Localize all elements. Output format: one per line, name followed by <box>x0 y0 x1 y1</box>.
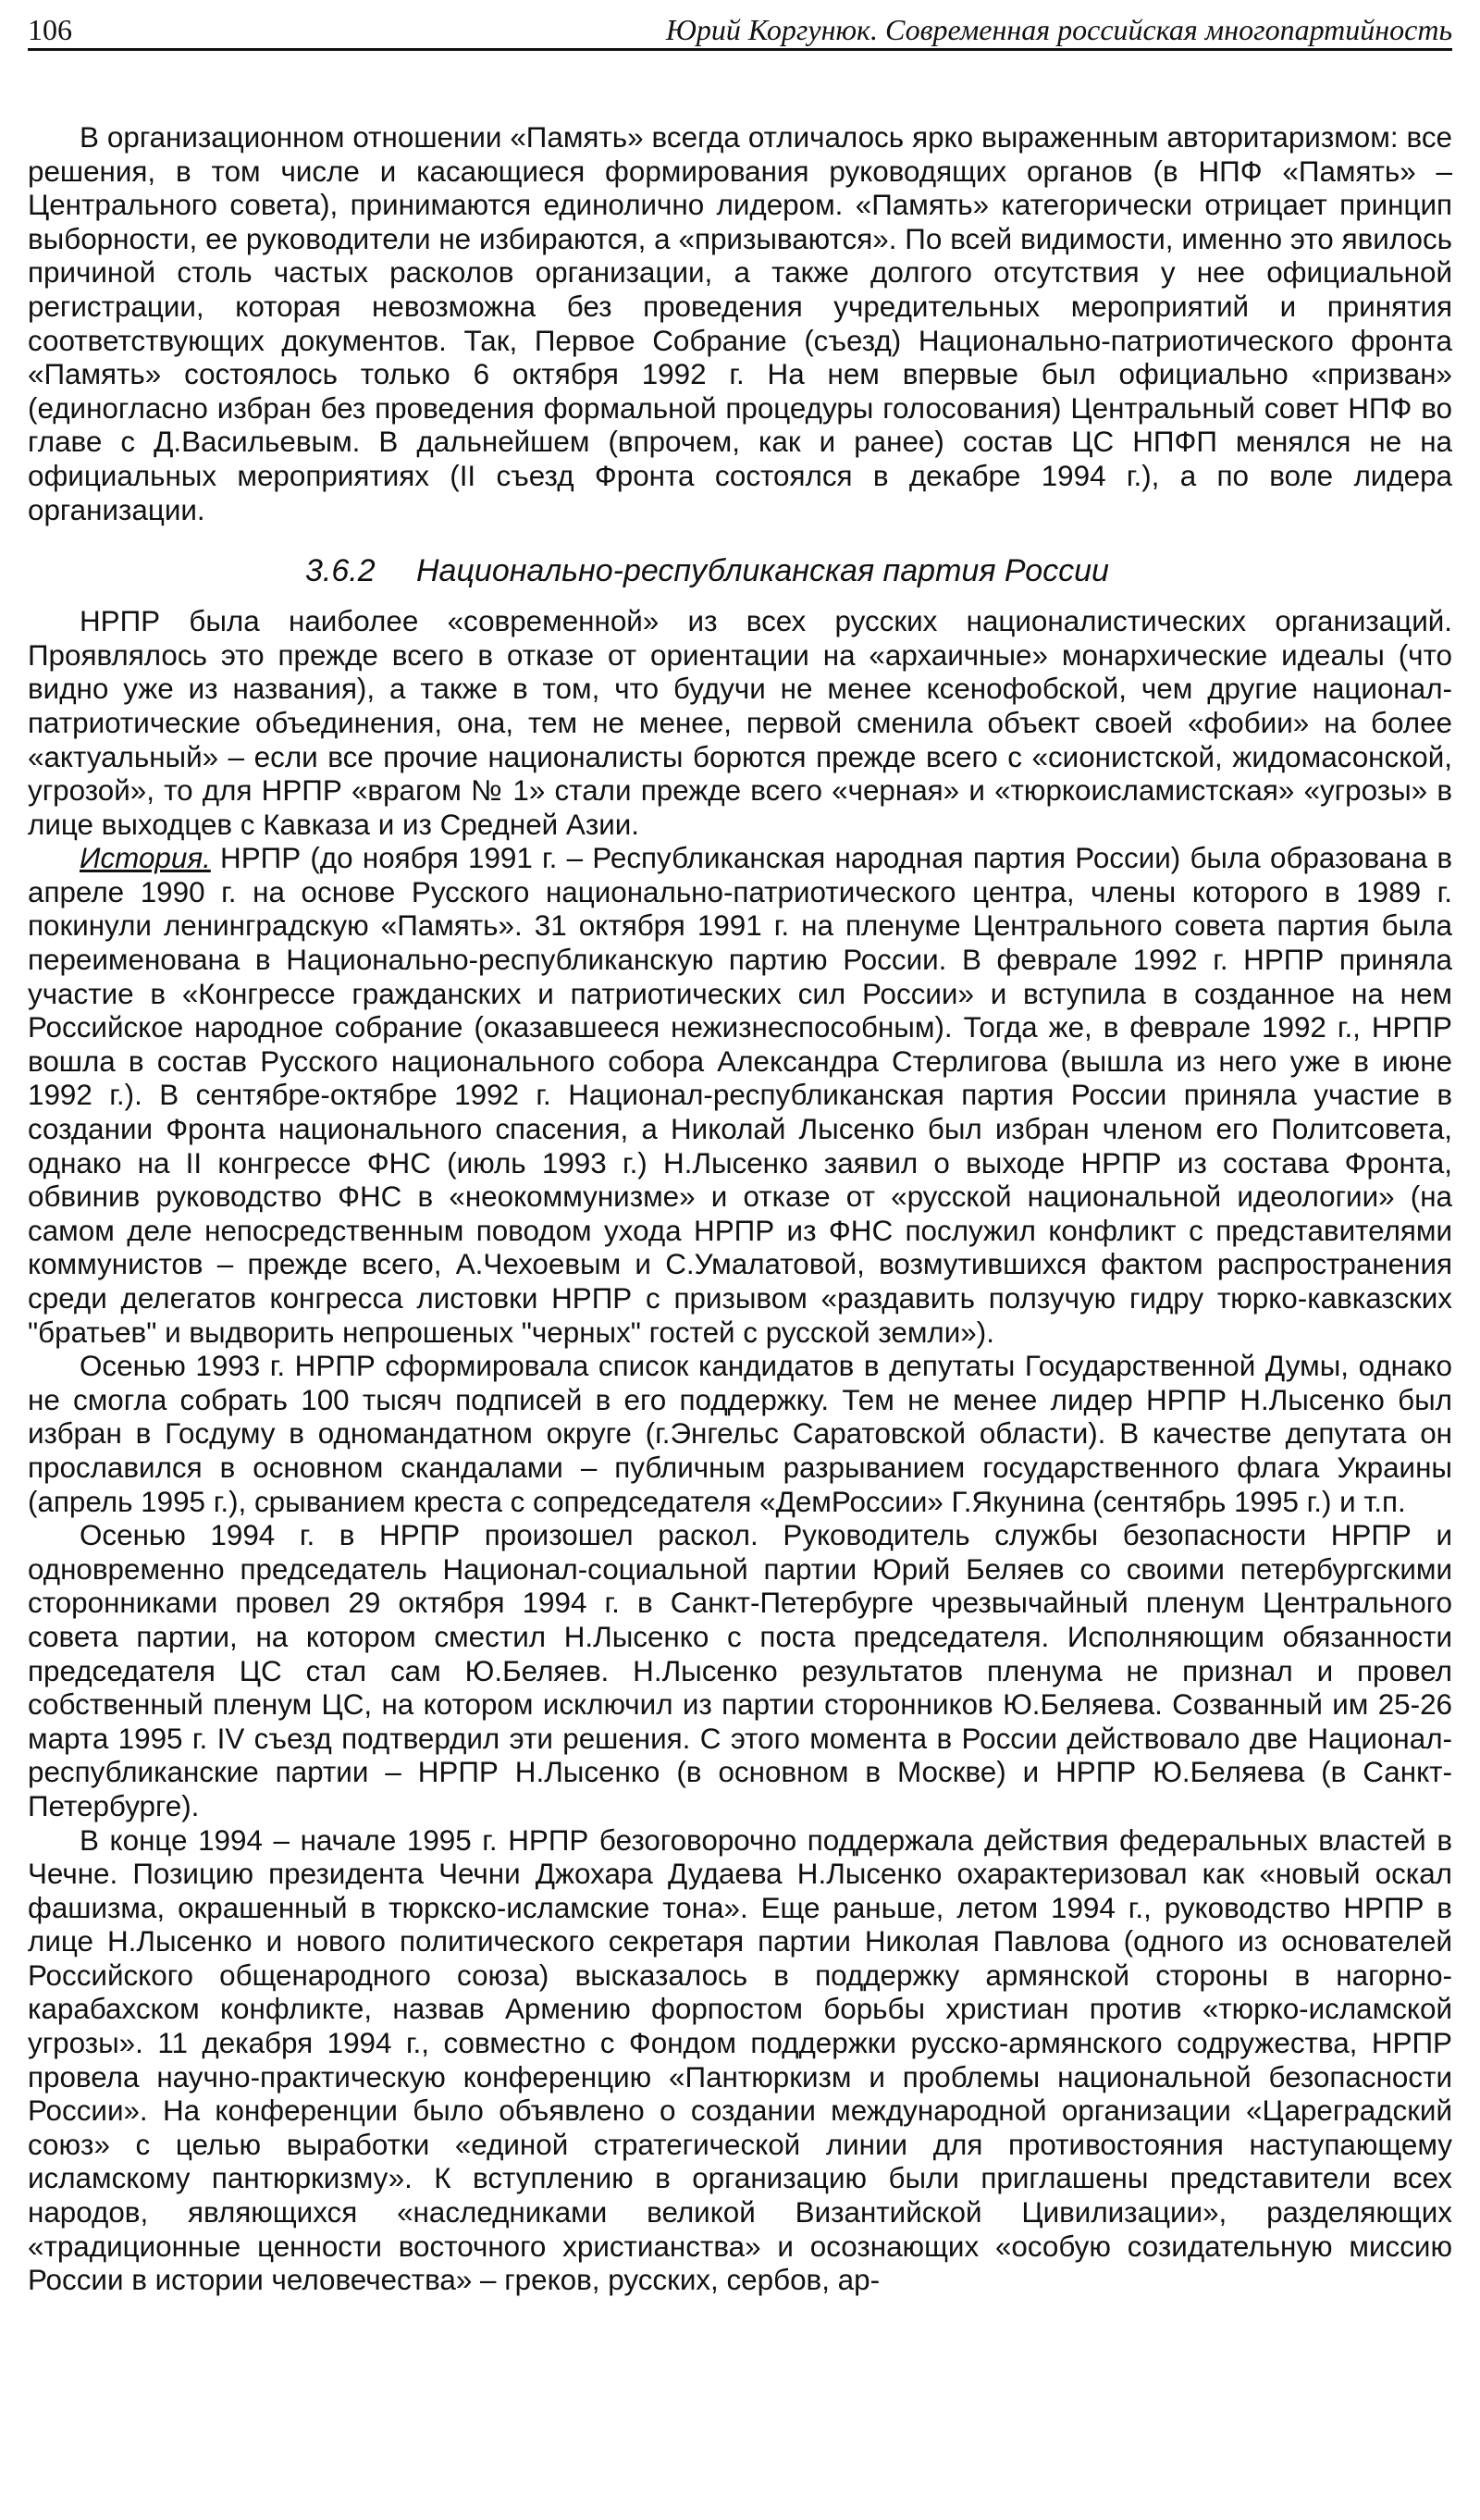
paragraph-overview: НРПР была наиболее «современной» из всех русских националистических организаций. Проявлялось это прежде всего в отказе от ориентации на «архаичные» монархические идеалы (что видно уже из названия), а также в том, что будучи не менее ксенофобской, чем другие национал-патриотические объединения, она, тем не менее, первой сменила объект своей «фобии» на более «актуальный» – если все прочие националисты борются прежде всего с «сионистской, жидомасонской, угрозой», то для НРПР «врагом № 1» стали прежде всего «черная» и «тюркоисламистская» «угрозы» в лице выходцев с Кавказа и из Средней Азии. <box>28 605 1452 841</box>
paragraph-history <box>28 842 1452 1350</box>
section-title: Национально-республиканская партия России <box>416 553 1109 589</box>
paragraph-chechnya: В конце 1994 – начале 1995 г. НРПР безоговорочно поддержала действия федеральных властей в Чечне. Позицию президента Чечни Джохара Дудаева Н.Лысенко охарактеризовал как «новый оскал фашизма, окрашенный в тюркско-исламские тона». Еще раньше, летом 1994 г., руководство НРПР в лице Н.Лысенко и нового политического секретаря партии Николая Павлова (одного из основателей Российского общенародного союза) высказалось в поддержку армянской стороны в нагорно-карабахском конфликте, назвав Армению форпостом борьбы христиан против «тюрко-исламской угрозы». 11 декабря 1994 г., совместно с Фондом поддержки русско-армянского содружества, НРПР провела научно-практическую конференцию «Пантюркизм и проблемы национальной безопасности России». На конференции было объявлено о создании международной организации «Цареградский союз» с целью выработки «единой стратегической линии для противостояния наступающему исламскому пантюркизму». К вступлению в организацию были приглашены представители всех народов, являющихся «наследниками великой Византийской Цивилизации», разделяющих «традиционные ценности восточного христианства» и осознающих «особую созидательную миссию России в истории человечества» – греков, русских, сербов, ар- <box>28 1823 1452 2297</box>
document-page <box>28 0 1452 2298</box>
page-number: 106 <box>28 13 72 46</box>
history-label: История. <box>80 842 211 875</box>
paragraph-duma-1993: Осенью 1993 г. НРПР сформировала список кандидатов в депутаты Государственной Думы, однако не смогла собрать 100 тысяч подписей в его поддержку. Тем не менее лидер НРПР Н.Лысенко был избран в Госдуму в одномандатном округе (г.Энгельс Саратовской области). В качестве депутата он прославился в основном скандалами – публичным разрыванием государственного флага Украины (апрель 1995 г.), срыванием креста с сопредседателя «ДемРоссии» Г.Якунина (сентябрь 1995 г.) и т.п. <box>28 1350 1452 1518</box>
section-number: 3.6.2 <box>305 553 376 589</box>
document-body <box>28 121 1452 2298</box>
paragraph-split-1994: Осенью 1994 г. в НРПР произошел раскол. Руководитель службы безопасности НРПР и одновременно председатель Национал-социальной партии Юрий Беляев со своими петербургскими сторонниками провел 29 октября 1994 г. в Санкт-Петербурге чрезвычайный пленум Центрального совета партии, на котором сместил Н.Лысенко с поста председателя. Исполняющим обязанности председателя ЦС стал сам Ю.Беляев. Н.Лысенко результатов пленума не признал и провел собственный пленум ЦС, на котором исключил из партии сторонников Ю.Беляева. Созванный им 25-26 марта 1995 г. IV съезд подтвердил эти решения. С этого момента в России действовало две Национал-республиканские партии – НРПР Н.Лысенко (в основном в Москве) и НРПР Ю.Беляева (в Санкт-Петербурге). <box>28 1519 1452 1822</box>
running-title: Юрий Коргунюк. Современная российская многопартийность <box>665 13 1452 46</box>
intro-paragraph: В организационном отношении «Память» всегда отличалось ярко выраженным авторитаризмом: все решения, в том числе и касающиеся формирования руководящих органов (в НПФ «Память» – Центрального совета), принимаются единолично лидером. «Память» категорически отрицает принцип выборности, ее руководители не избираются, а «призываются». По всей видимости, именно это явилось причиной столь частых расколов организации, а также долгого отсутствия у нее официальной регистрации, которая невозможна без проведения учредительных мероприятий и принятия соответствующих документов. Так, Первое Собрание (съезд) Национально-патриотического фронта «Память» состоялось только 6 октября 1992 г. На нем впервые был официально «призван» (единогласно избран без проведения формальной процедуры голосования) Центральный совет НПФ во главе с Д.Васильевым. В дальнейшем (впрочем, как и ранее) состав ЦС НПФП менялся не на официальных мероприятиях (II съезд Фронта состоялся в декабре 1994 г.), а по воле лидера организации. <box>28 121 1452 526</box>
section-heading <box>28 551 1452 590</box>
running-header <box>28 0 1452 51</box>
history-text: НРПР (до ноября 1991 г. – Республиканская народная партия России) была образована в апреле 1990 г. на основе Русского национально-патриотического центра, члены которого в 1989 г. покинули ленинградскую «Память». 31 октября 1991 г. на пленуме Центрального совета партия была переименована в Национально-республиканскую партию России. В феврале 1992 г. НРПР приняла участие в «Конгрессе гражданских и патриотических сил России» и вступила в созданное на нем Российское народное собрание (оказавшееся нежизнеспособным). Тогда же, в феврале 1992 г., НРПР вошла в состав Русского национального собора Александра Стерлигова (вышла из него уже в июне 1992 г.). В сентябре-октябре 1992 г. Национал-республиканская партия России приняла участие в создании Фронта национального спасения, а Николай Лысенко был избран членом его Политсовета, однако на II конгрессе ФНС (июль 1993 г.) Н.Лысенко заявил о выходе НРПР из состава Фронта, обвинив руководство ФНС в «неокоммунизме» и отказе от «русской национальной идеологии» (на самом деле непосредственным поводом ухода НРПР из ФНС послужил конфликт с представителями коммунистов – прежде всего, А.Чехоевым и С.Умалатовой, возмутившихся фактом распространения среди делегатов конгресса листовки НРПР с призывом «раздавить ползучую гидру тюрко-кавказских "братьев" и выдворить непрошеных "черных" гостей с русской земли»). <box>28 842 1452 1349</box>
